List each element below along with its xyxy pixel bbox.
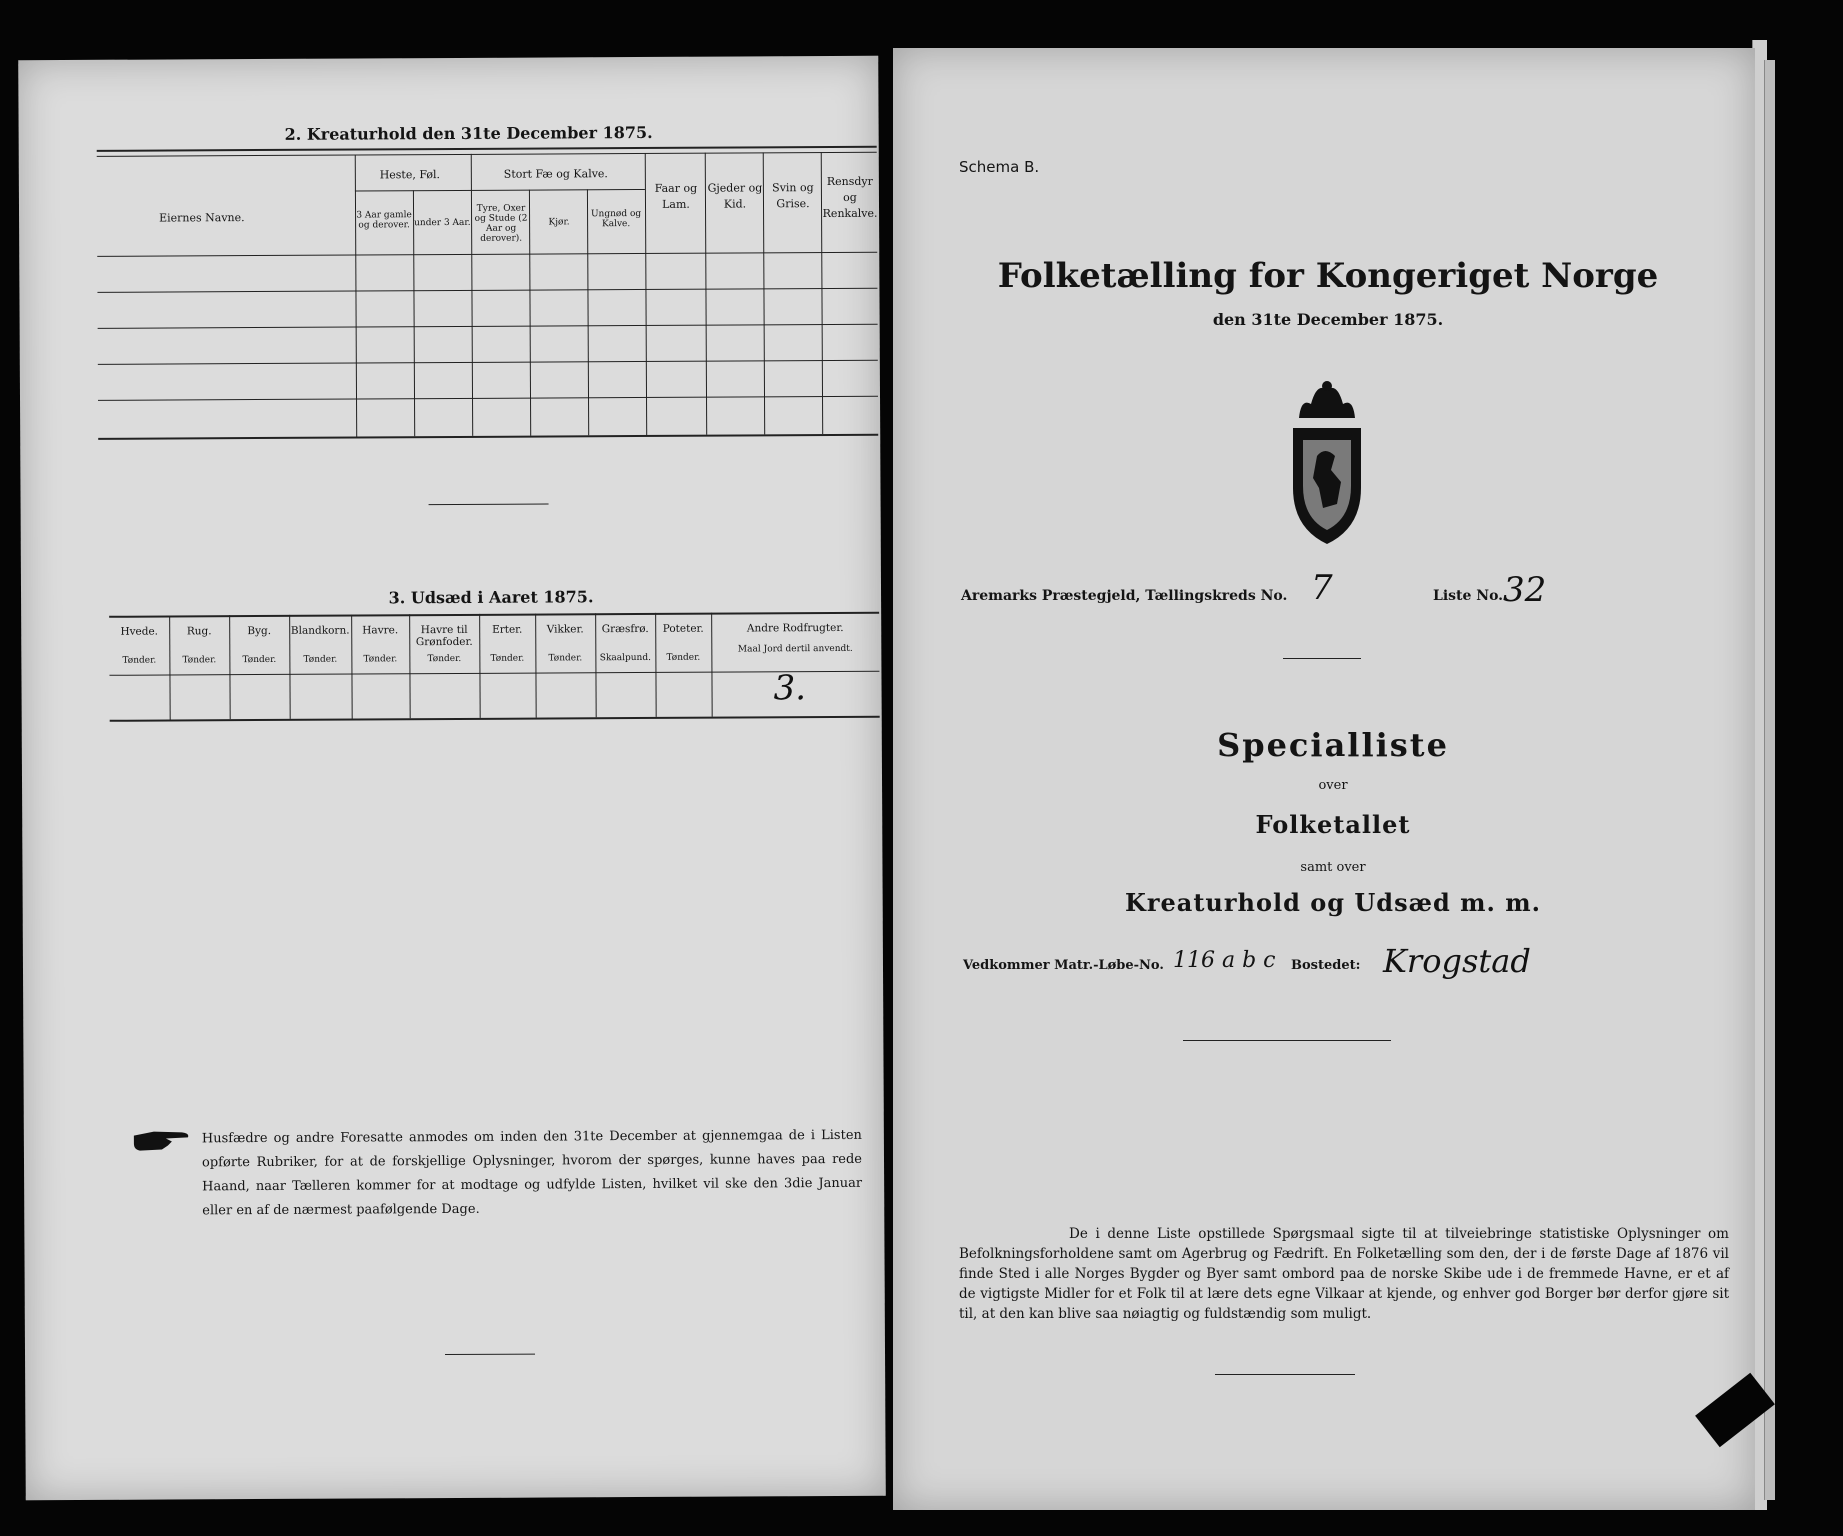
document-title: Folketælling for Kongeriget Norge [997, 256, 1659, 296]
table-rule [97, 252, 877, 257]
schema-label: Schema B. [959, 158, 1040, 176]
col-heste-young: under 3 Aar. [414, 217, 471, 229]
matr-label: Vedkommer Matr.-Løbe-No. [963, 958, 1164, 973]
parish-label: Aremarks Præstegjeld, Tællingskreds No. [961, 588, 1288, 604]
udsaed-col-name: Erter. [492, 623, 523, 636]
footer-text: De i denne Liste opstillede Spørgsmaal sigte til at tilveiebringe statistiske Oplysninger om Befolkningsforholdene samt om Agerbrug og Fædrift. En Folketælling som den, der i de første Dage af 1876 vil finde Sted i alle Norges Bygder og Byer samt ombord paa de norske Skibe ude i de fremmede Havne, er et af de vigtigste Midler for et Folk til at lære dets egne Vilkaar at kjende, og enhver god Borger bør derfor gjøre sit til, at den kan blive saa nøiagtig og fuldstændig som muligt. [959, 1226, 1729, 1322]
coat-of-arms-icon [1279, 378, 1375, 548]
col-gjeder: Gjeder og Kid. [707, 181, 763, 211]
udsaed-col-name: Blandkorn. [290, 624, 350, 637]
udsaed-col-unit: Tønder. [427, 653, 462, 665]
udsaed-col-unit: Skaalpund. [599, 652, 652, 664]
specialliste-heading: Specialliste [1217, 726, 1449, 764]
udsaed-col-name: Vikker. [546, 623, 584, 636]
udsaed-col-unit: Tønder. [363, 654, 398, 665]
udsaed-col-name: Rug. [186, 625, 212, 638]
section2-title: 2. Kreaturhold den 31te December 1875. [284, 122, 653, 144]
table-rule [98, 396, 878, 401]
poteter-value: 3. [773, 668, 807, 709]
col-tyre: Tyre, Oxer og Stude (2 Aar og derover). [474, 203, 528, 244]
udsaed-col-unit: Tønder. [242, 654, 277, 666]
section3-title: 3. Udsæd i Aaret 1875. [388, 587, 594, 608]
document-date: den 31te December 1875. [1212, 310, 1444, 329]
separator-rule [445, 1354, 535, 1355]
table-rule [110, 716, 880, 722]
bostedet-value: Krogstad [1383, 942, 1531, 980]
table-col [355, 154, 357, 436]
udsaed-col-name: Havre. [362, 624, 399, 637]
udsaed-col-unit: Maal Jord dertil anvendt. [737, 643, 853, 655]
col-ungnod: Ungnød og Kalve. [590, 209, 642, 230]
right-page [893, 48, 1755, 1510]
kreaturhold-heading: Kreaturhold og Udsæd m. m. [1125, 888, 1541, 917]
table-rule [97, 146, 877, 152]
udsaed-col-name: Havre til Grønfoder. [415, 623, 473, 649]
udsaed-col-unit: Tønder. [548, 653, 583, 664]
col-heste-old: 3 Aar gamle og derover. [356, 210, 412, 231]
udsaed-col-name: Andre Rodfrugter. [746, 621, 844, 635]
table-rule [109, 612, 879, 618]
group-heste: Heste, Føl. [379, 168, 441, 182]
liste-number: 32 [1503, 570, 1547, 610]
udsaed-col-unit: Tønder. [182, 655, 217, 666]
udsaed-col-name: Græsfrø. [601, 622, 649, 636]
table-col [471, 154, 473, 436]
udsaed-col-unit: Tønder. [666, 652, 701, 663]
udsaed-col-unit: Tønder. [122, 655, 157, 666]
table-rule [98, 434, 878, 440]
table-rule [97, 288, 877, 293]
bostedet-label: Bostedet: [1291, 958, 1361, 973]
separator-rule [1283, 658, 1361, 659]
separator-rule [1215, 1374, 1355, 1375]
liste-label: Liste No. [1433, 588, 1504, 604]
separator-rule [429, 503, 549, 505]
pointing-hand-icon [132, 1127, 192, 1153]
col-svin: Svin og Grise. [772, 181, 814, 211]
table-rule [97, 152, 877, 157]
notice-text: Husfædre og andre Foresatte anmodes om inden den 31te December at gjennemgaa de i Listen opførte Rubriker, for at de forskjellige Oplysninger, hvorom der spørges, kunne haves paa rede Haand, naar Tælleren kommer for at modtage og udfylde Listen, hvilket vil ske den 3die Januar eller en af de nærmest paafølgende Dage. [201, 1127, 863, 1219]
table-rule [355, 189, 645, 192]
page-edge [1764, 60, 1775, 1500]
kreds-number: 7 [1311, 568, 1333, 608]
udsaed-col-unit: Tønder. [303, 654, 338, 665]
table-rule [109, 671, 879, 676]
group-stort-fae: Stort Fæ og Kalve. [503, 167, 608, 181]
left-page [18, 56, 886, 1500]
table-col [645, 153, 647, 435]
col-faar: Faar og Lam. [654, 181, 698, 211]
owner-header: Eiernes Navne. [159, 211, 245, 225]
folketallet-heading: Folketallet [1255, 810, 1411, 839]
col-rensdyr: Rensdyr og Renkalve. [822, 174, 878, 221]
separator-rule [1183, 1040, 1391, 1041]
samt-over-text: samt over [1300, 860, 1366, 875]
udsaed-col-name: Hvede. [120, 625, 159, 638]
table-rule [98, 324, 878, 329]
col-kjor: Kjør. [548, 217, 570, 228]
table-rule [98, 360, 878, 365]
matr-number: 116 a b c [1173, 948, 1276, 973]
udsaed-col-unit: Tønder. [490, 653, 525, 664]
udsaed-col-name: Poteter. [662, 622, 704, 635]
udsaed-col-name: Byg. [247, 624, 272, 638]
over-text: over [1318, 778, 1348, 793]
